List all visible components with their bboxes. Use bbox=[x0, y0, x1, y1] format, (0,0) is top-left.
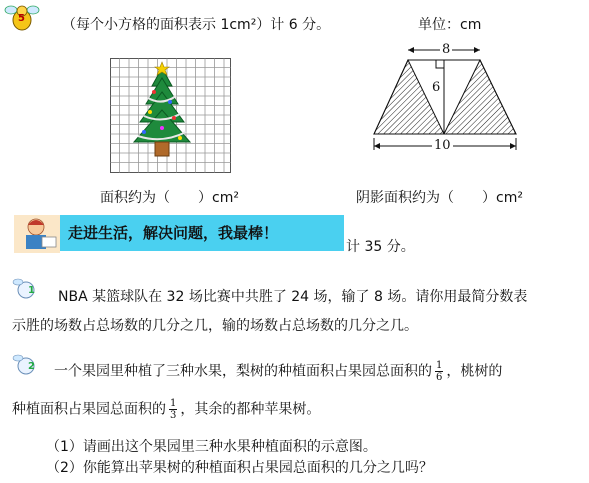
tree-grid-figure bbox=[110, 58, 234, 178]
q1-line2: 示胜的场数占总场数的几分之几，输的场数占总场数的几分之几。 bbox=[12, 318, 418, 334]
fraction-one-third bbox=[169, 398, 177, 421]
fraction-numerator: 1 bbox=[436, 360, 443, 371]
q2-line2-text-b: ，其余的都种苹果树。 bbox=[180, 401, 321, 418]
section1-instruction: （每个小方格的面积表示 1cm²）计 6 分。 bbox=[62, 17, 331, 33]
q2-line1 bbox=[54, 360, 502, 383]
trapezoid-bottom-label: 10 bbox=[434, 138, 451, 153]
bee-icon bbox=[12, 352, 40, 376]
bee-icon bbox=[12, 276, 40, 300]
section-banner: 走进生活，解决问题，我最棒！ bbox=[60, 215, 344, 251]
q1-number: 1 bbox=[28, 285, 35, 296]
child-reading-icon bbox=[14, 215, 60, 253]
q2-line2 bbox=[12, 398, 320, 421]
q2-number: 2 bbox=[28, 361, 35, 372]
trapezoid-top-label: 8 bbox=[442, 42, 451, 57]
q1-badge bbox=[12, 276, 40, 300]
trapezoid-height-label: 6 bbox=[432, 80, 441, 95]
fraction-one-sixth bbox=[435, 360, 443, 383]
tree-area-answer: 面积约为（ ）cm² bbox=[100, 190, 239, 206]
section2-score: 计 35 分。 bbox=[346, 239, 415, 255]
fraction-denominator: 6 bbox=[436, 372, 443, 383]
fraction-denominator: 3 bbox=[170, 410, 177, 421]
q1-line1: NBA 某篮球队在 32 场比赛中共胜了 24 场，输了 8 场。请你用最简分数表 bbox=[58, 289, 528, 305]
unit-label: 单位：cm bbox=[418, 17, 482, 33]
q2-sub2: （2）你能算出苹果树的种植面积占果园总面积的几分之几吗？ bbox=[46, 460, 433, 476]
fraction-numerator: 1 bbox=[170, 398, 177, 409]
question-number-badge bbox=[4, 2, 40, 32]
badge-number: 5 bbox=[18, 13, 25, 24]
q2-line1-text-b: ，桃树的 bbox=[446, 363, 503, 380]
q2-line1-text-a: 一个果园里种植了三种水果，梨树的种植面积占果园总面积的 bbox=[54, 363, 432, 380]
q2-sub1: （1）请画出这个果园里三种水果种植面积的示意图。 bbox=[46, 439, 377, 455]
q2-badge bbox=[12, 352, 40, 376]
shade-area-answer: 阴影面积约为（ ）cm² bbox=[356, 190, 523, 206]
q2-line2-text-a: 种植面积占果园总面积的 bbox=[12, 401, 166, 418]
